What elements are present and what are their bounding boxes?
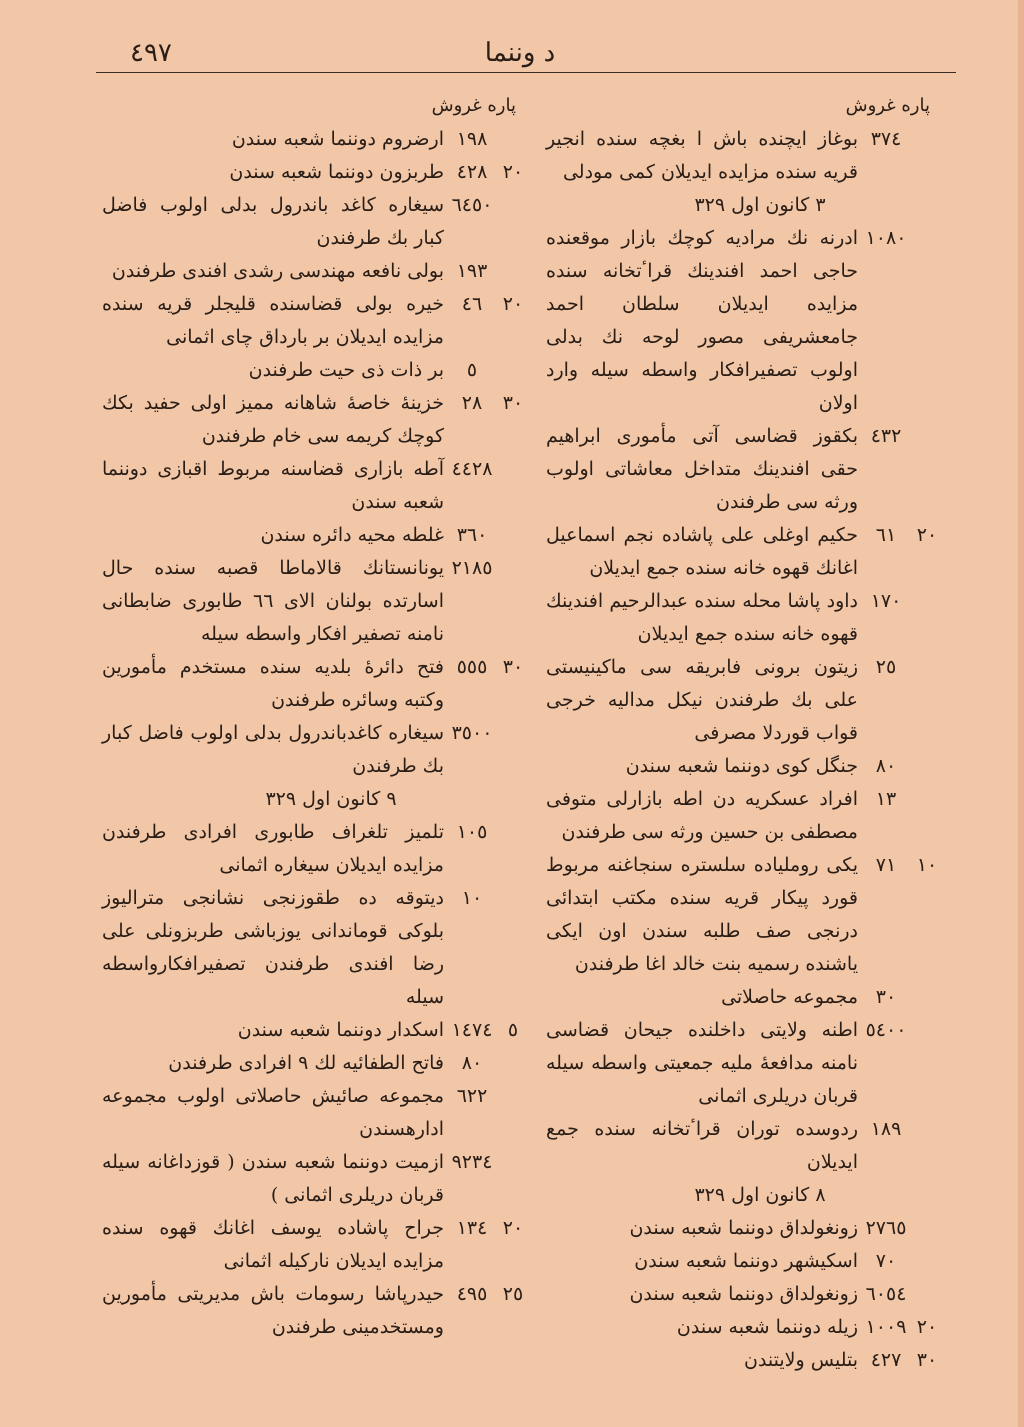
ghurush-amount: ١٧٠ (870, 590, 902, 612)
ledger-entry (96, 816, 526, 882)
ghurush-amount: ٥ (466, 359, 478, 381)
entry-description: اطنه ولایتی داخلنده جیحان قضاسی نامنه مدافعهٔ ملیه جمعیتی واسطه سیله قربان دریلری اثمانی (546, 1019, 858, 1107)
ledger-entry (96, 453, 526, 519)
entry-description: ادرنه نك مرادیه کوچك بازار موقعنده حاجی احمد افندینك قراٴتخانه سنده مزایده ایدیلان سلطان احمد جامعشریفی مصور لوحه نك بدلی اولوب تصفیرافکار واسطه سیله وارد اولان (546, 227, 858, 414)
entry-description: فاتح الطفائیه لك ٩ افرادی طرفندن (168, 1052, 444, 1074)
entry-description: آطه بازاری قضاسنه مربوط اقبازی دوننما شعبه سندن (102, 458, 444, 513)
entry-description: بکقوز قضاسی آتی مأموری ابراهیم حقی افندینك متداخل معاشاتی اولوب ورثه سی طرفندن (546, 425, 858, 513)
entry-description: تلمیز تلغراف طابوری افرادی طرفندن مزایده ایدیلان سیغاره اثمانی (102, 821, 444, 876)
ledger-entry (96, 189, 526, 255)
entry-description: زیله دوننما شعبه سندن (676, 1316, 858, 1338)
entry-description: اسکیشهر دوننما شعبه سندن (634, 1250, 858, 1272)
ledger-entry (96, 651, 526, 717)
para-amount: ٢٠ (916, 1316, 938, 1338)
para-amount: ٥ (507, 1019, 519, 1041)
ghurush-amount: ٤٦ (461, 293, 483, 315)
entry-description: طربزون دوننما شعبه سندن (229, 161, 444, 183)
ledger-entry (96, 156, 526, 189)
ledger-entry (540, 1344, 940, 1377)
ghurush-amount: ١٩٣ (456, 260, 488, 282)
ledger-entry (540, 1014, 940, 1113)
ghurush-amount: ٨٠ (875, 755, 897, 777)
ghurush-amount: ٢٨ (461, 392, 483, 414)
entry-description: فتح دائرهٔ بلدیه سنده مستخدم مأمورین وکتبه وسائره طرفندن (102, 656, 444, 711)
ghurush-amount: ٥٥٥ (456, 656, 488, 678)
ghurush-amount: ١٣ (875, 788, 897, 810)
ghurush-amount: ٦٢٢ (456, 1085, 488, 1107)
date-line: ٩ کانون اول ٣٢٩ (265, 788, 397, 810)
column-heading: پاره غروش (431, 95, 516, 116)
entry-description: حکیم اوغلی علی پاشاده نجم اسماعیل اغانك قهوه خانه سنده جمع ایدیلان (546, 524, 858, 579)
para-amount: ٢٠ (502, 293, 524, 315)
entry-description: جراح پاشاده یوسف اغانك قهوه سنده مزایده ایدیلان نارکیله اثمانی (102, 1217, 444, 1272)
entry-description: بوغاز ایچنده باش ا بغچه سنده انجیر قریه سنده مزایده ایدیلان کمی مودلی (546, 128, 858, 183)
header-rule (96, 72, 956, 73)
entry-description: مجموعه صائیش حاصلاتی اولوب مجموعه ادارهسندن (102, 1085, 444, 1140)
ghurush-amount: ٤٢٨ (456, 161, 488, 183)
ledger-entry (540, 519, 940, 585)
entry-description: غلطه محیه دائره سندن (260, 524, 444, 546)
entry-description: بولی نافعه مهندسی رشدی افندی طرفندن (111, 260, 444, 282)
entry-description: ازمیت دوننما شعبه سندن ( قوزداغانه سیله قربان دریلری اثمانی ) (102, 1151, 444, 1206)
entry-description: سیغاره کاغدباندرول بدلی اولوب فاضل کبار بك طرفندن (102, 722, 444, 777)
ghurush-amount: ٨٠ (461, 1052, 483, 1074)
entry-description: ردوسده توران قراٴتخانه سنده جمع ایدیلان (546, 1118, 858, 1173)
ghurush-amount: ٧٠ (875, 1250, 897, 1272)
ghurush-amount: ٥٤٠٠ (865, 1019, 907, 1041)
ghurush-amount: ٤٤٢٨ (451, 458, 493, 480)
ghurush-amount: ٩٢٣٤ (451, 1151, 493, 1173)
ghurush-amount: ١٠ (461, 887, 483, 909)
page-number: ٤٩٧ (130, 38, 172, 68)
ledger-entry (96, 1047, 526, 1080)
ghurush-amount: ١٨٩ (870, 1118, 902, 1140)
ghurush-amount: ٦١ (875, 524, 897, 546)
entry-description: زیتون برونی فابریقه سی ماکینیستی علی بك طرفندن نیکل مدالیه خرجی قواب قوردلا مصرفی (546, 656, 858, 744)
ledger-entry (540, 123, 940, 189)
ledger-entry (96, 1146, 526, 1212)
entry-description: جنگل کوی دوننما شعبه سندن (625, 755, 858, 777)
para-amount: ٣٠ (916, 1349, 938, 1371)
entry-description: داود پاشا محله سنده عبدالرحیم افندینك قهوه خانه سنده جمع ایدیلان (546, 590, 858, 645)
ghurush-amount: ٣٦٠ (456, 524, 488, 546)
ghurush-amount: ٣٥٠٠ (451, 722, 493, 744)
ledger-entry (96, 1014, 526, 1047)
entry-description: یکی روملیاده سلستره سنجاغنه مربوط قورد پیکار قریه سنده مکتب ابتدائی درنجی صف طلبه سندن اون ایکی یاشنده رسمیه بنت خالد اغا طرفندن (546, 854, 858, 975)
ledger-entry (540, 651, 940, 750)
ledger-entry (96, 882, 526, 1014)
ledger-entry (540, 1311, 940, 1344)
para-amount: ٢٠ (916, 524, 938, 546)
date-line: ٨ کانون اول ٣٢٩ (694, 1184, 826, 1206)
entry-description: بر ذات ذی حیت طرفندن (248, 359, 444, 381)
ledger-entry (96, 288, 526, 354)
para-amount: ٢٥ (502, 1283, 524, 1305)
entry-description: اسکدار دوننما شعبه سندن (237, 1019, 444, 1041)
ghurush-amount: ٦٠٥٤ (865, 1283, 907, 1305)
ghurush-amount: ٢٧٦٥ (865, 1217, 907, 1239)
right-column (540, 95, 940, 1377)
ledger-entry (540, 849, 940, 981)
ledger-entry (540, 222, 940, 420)
column-heading: پاره غروش (845, 95, 930, 116)
date-line: ٣ کانون اول ٣٢٩ (694, 194, 826, 216)
entry-description: افراد عسکریه دن اطه بازارلی متوفی مصطفی بن حسین ورثه سی طرفندن (546, 788, 858, 843)
ghurush-amount: ١٠٥ (456, 821, 488, 843)
ghurush-amount: ١٩٨ (456, 128, 488, 150)
ledger-entry (540, 420, 940, 519)
entry-description: دیتوقه ده طقوزنجی نشانجی مترالیوز بلوکی قوماندانی یوزباشی طربزونلی علی رضا افندی طرفندن تصفیرافکارواسطه سیله (102, 887, 444, 1008)
page-edge (1018, 0, 1024, 1427)
ledger-entry (540, 1212, 940, 1245)
ledger-entry (96, 552, 526, 651)
ledger-entry (96, 1080, 526, 1146)
ghurush-amount: ١٣٤ (456, 1217, 488, 1239)
entry-description: زونغولداق دوننما شعبه سندن (629, 1283, 858, 1305)
para-amount: ٣٠ (502, 392, 524, 414)
ghurush-amount: ٤٢٧ (870, 1349, 902, 1371)
para-amount: ١٠ (916, 854, 938, 876)
ledger-entry (540, 750, 940, 783)
ghurush-amount: ٣٧٤ (870, 128, 902, 150)
ledger-entry (96, 123, 526, 156)
entry-description: یونانستانك قالاماطا قصبه سنده حال اسارتده بولنان الای ٦٦ طابوری ضابطانی نامنه تصفیر افکار واسطه سیله (102, 557, 444, 645)
entry-description: خیره بولی قضاسنده قلیجلر قریه سنده مزایده ایدیلان بر بارداق چای اثمانی (102, 293, 444, 348)
ledger-entry (540, 1245, 940, 1278)
ghurush-amount: ٦٤٥٠ (451, 194, 493, 216)
para-amount: ٢٠ (502, 161, 524, 183)
ghurush-amount: ١٤٧٤ (451, 1019, 493, 1041)
entry-description: مجموعه حاصلاتی (721, 986, 858, 1008)
ledger-entry (96, 519, 526, 552)
ledger-entry (96, 255, 526, 288)
entry-description: ارضروم دوننما شعبه سندن (231, 128, 444, 150)
ghurush-amount: ٤٣٢ (870, 425, 902, 447)
left-column (96, 95, 526, 1344)
ghurush-amount: ٣٠ (875, 986, 897, 1008)
ghurush-amount: ٢١٨٥ (451, 557, 493, 579)
entry-description: بتلیس ولایتندن (744, 1349, 858, 1371)
ghurush-amount: ١٠٨٠ (865, 227, 907, 249)
ledger-entry (540, 1113, 940, 1179)
ledger-entry (96, 1212, 526, 1278)
running-title: د وننما (484, 38, 556, 68)
para-amount: ٣٠ (502, 656, 524, 678)
ghurush-amount: ٧١ (875, 854, 897, 876)
ghurush-amount: ١٠٠٩ (865, 1316, 907, 1338)
ledger-entry (540, 783, 940, 849)
ledger-entry (540, 981, 940, 1014)
ledger-entry (96, 387, 526, 453)
ghurush-amount: ٤٩٥ (456, 1283, 488, 1305)
entry-description: زونغولداق دوننما شعبه سندن (629, 1217, 858, 1239)
ledger-entry (540, 585, 940, 651)
entry-description: حیدرپاشا رسومات باش مدیریتی مأمورین ومستخدمینی طرفندن (102, 1283, 444, 1338)
ledger-entry (96, 354, 526, 387)
ledger-entry (96, 1278, 526, 1344)
entry-description: خزینهٔ خاصهٔ شاهانه ممیز اولی حفید بکك کوچك کریمه سی خام طرفندن (102, 392, 444, 447)
ledger-entry (540, 1278, 940, 1311)
entry-description: سیغاره کاغد باندرول بدلی اولوب فاضل کبار بك طرفندن (102, 194, 444, 249)
para-amount: ٢٠ (502, 1217, 524, 1239)
ledger-entry (96, 717, 526, 783)
ghurush-amount: ٢٥ (875, 656, 897, 678)
